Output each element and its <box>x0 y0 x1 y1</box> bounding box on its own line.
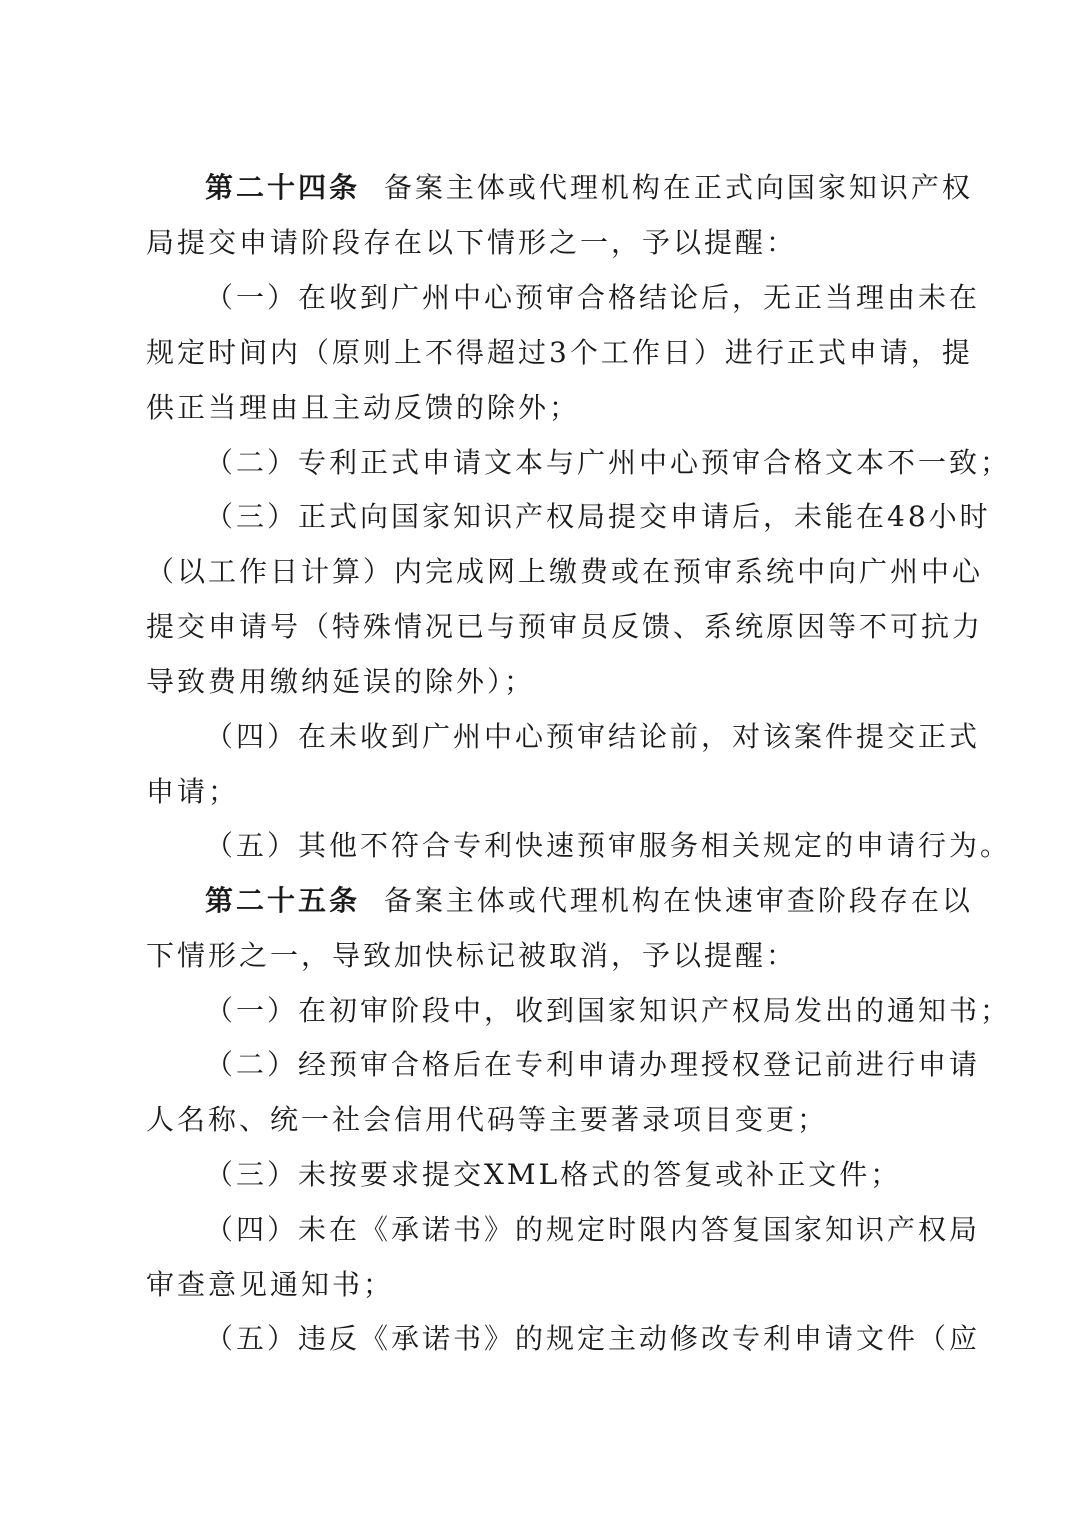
article-24-item-1-line-3: 供正当理由且主动反馈的除外； <box>146 391 581 424</box>
article-24-intro-cont: 局提交申请阶段存在以下情形之一，予以提醒： <box>146 226 798 259</box>
article-25-item-4-line-1: （四）未在《承诺书》的规定时限内答复国家知识产权局 <box>205 1213 981 1246</box>
article-24-item-1-line-2: 规定时间内（原则上不得超过3个工作日）进行正式申请，提 <box>146 336 973 369</box>
article-24-heading: 第二十四条 <box>205 171 361 204</box>
article-24-intro: 备案主体或代理机构在正式向国家知识产权 <box>383 171 973 204</box>
article-24-item-3-line-2: （以工作日计算）内完成网上缴费或在预审系统中向广州中心 <box>146 555 984 588</box>
article-24-item-3-line-3: 提交申请号（特殊情况已与预审员反馈、系统原因等不可抗力 <box>146 610 984 643</box>
article-25-intro: 备案主体或代理机构在快速审查阶段存在以 <box>383 884 973 917</box>
article-25-intro-cont: 下情形之一，导致加快标记被取消，予以提醒： <box>146 939 798 972</box>
article-25-item-1-line-1: （一）在初审阶段中，收到国家知识产权局发出的通知书； <box>205 994 1012 1027</box>
article-24-first-line <box>205 168 973 208</box>
article-25-item-2-line-1: （二）经预审合格后在专利申请办理授权登记前进行申请 <box>205 1048 981 1081</box>
article-24-item-4-line-1: （四）在未收到广州中心预审结论前，对该案件提交正式 <box>205 720 981 753</box>
article-25-item-5-line-1: （五）违反《承诺书》的规定主动修改专利申请文件（应 <box>205 1322 981 1355</box>
article-25-heading: 第二十五条 <box>205 884 361 917</box>
article-24-item-3-line-1: （三）正式向国家知识产权局提交申请后，未能在48小时 <box>205 500 991 533</box>
article-25-first-line <box>205 881 973 921</box>
article-24-item-3-line-4: 导致费用缴纳延误的除外）； <box>146 665 536 698</box>
article-24-item-5-line-1: （五）其他不符合专利快速预审服务相关规定的申请行为。 <box>205 829 1012 862</box>
article-25-item-4-line-2: 审查意见通知书； <box>146 1268 395 1301</box>
article-25-item-3-line-1: （三）未按要求提交XML格式的答复或补正文件； <box>205 1158 902 1191</box>
article-24-item-4-line-2: 申请； <box>146 775 240 808</box>
article-25-item-2-line-2: 人名称、统一社会信用代码等主要著录项目变更； <box>146 1103 829 1136</box>
article-24-item-1-line-1: （一）在收到广州中心预审合格结论后，无正当理由未在 <box>205 281 981 314</box>
article-24-item-2-line-1: （二）专利正式申请文本与广州中心预审合格文本不一致； <box>205 446 1012 479</box>
